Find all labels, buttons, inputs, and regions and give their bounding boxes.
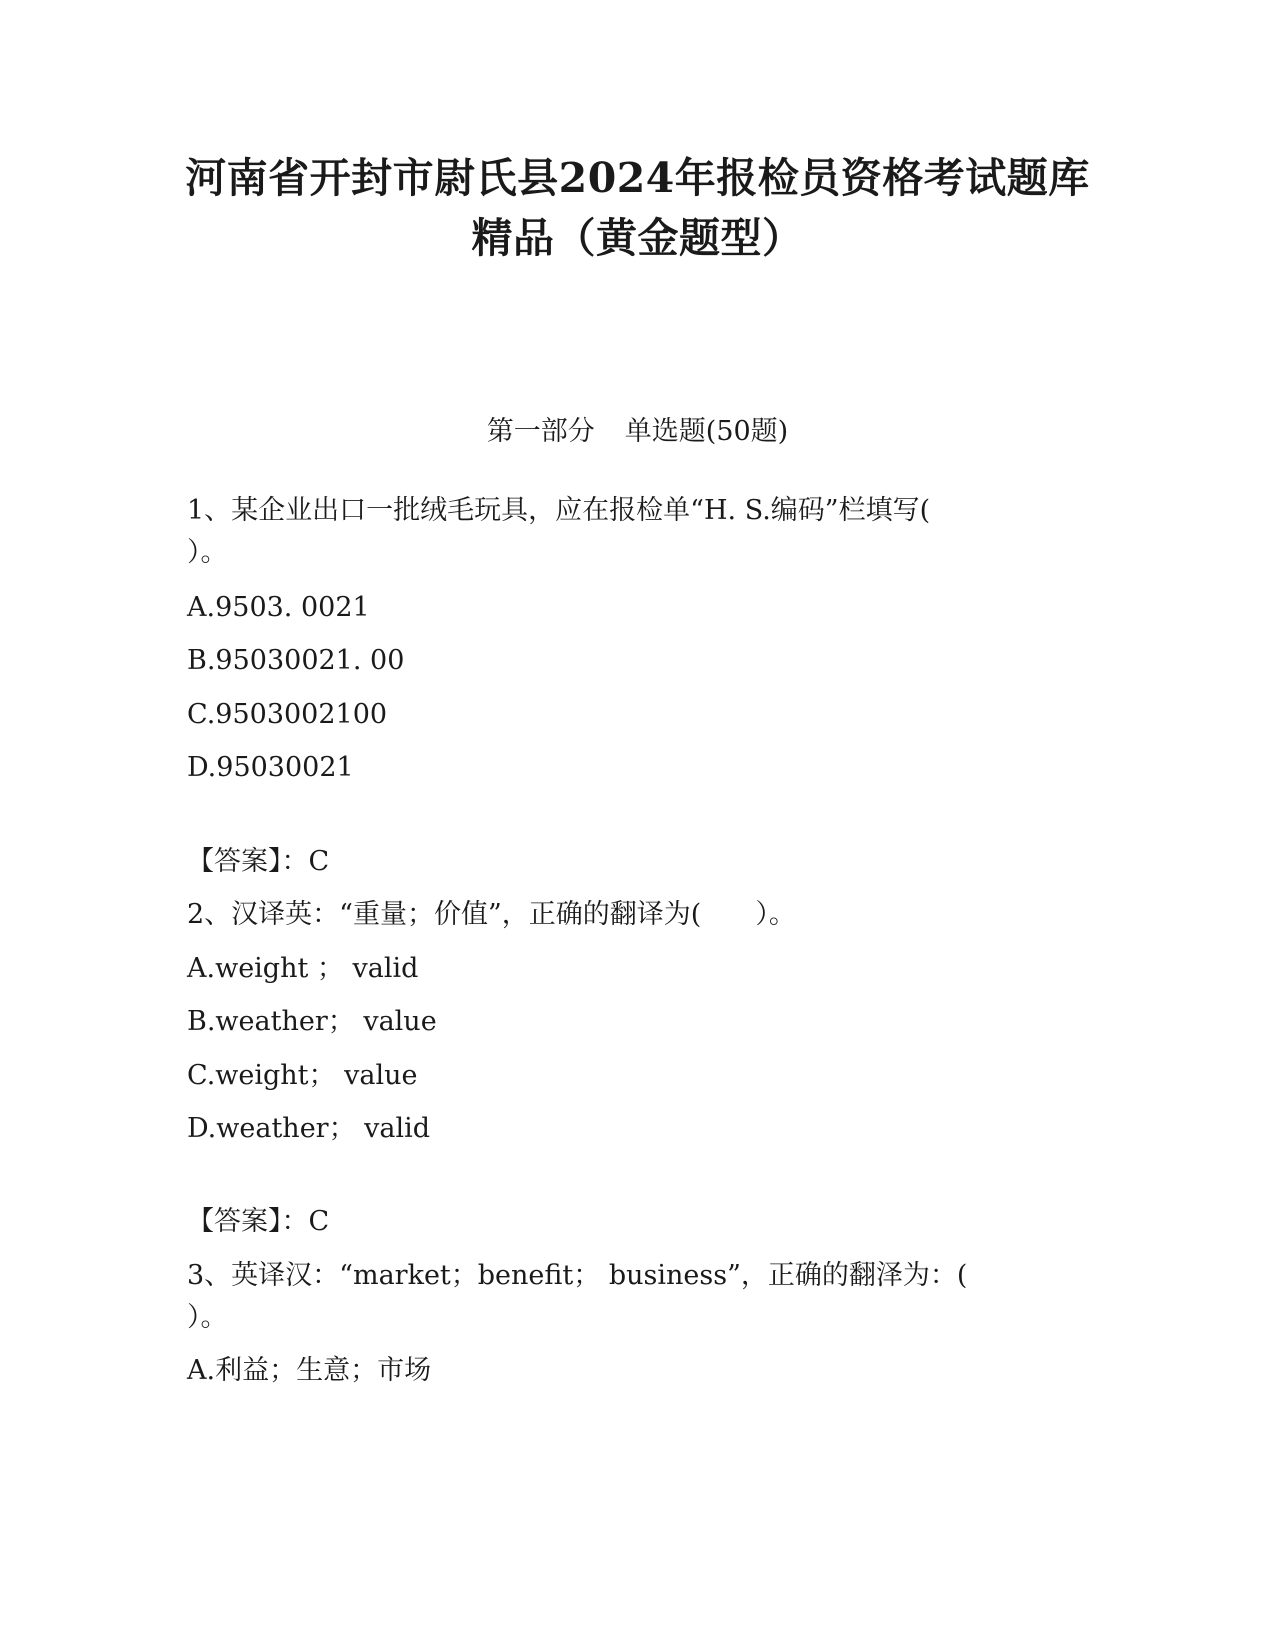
question-3-stem-line-2: ）。: [187, 1302, 228, 1333]
document-title-line-2: 精品（黄金题型）: [471, 214, 804, 262]
question-1-option-c: C.9503002100: [187, 699, 388, 730]
answer-value: C: [308, 846, 330, 877]
answer-label: 【答案】：: [187, 846, 309, 877]
document-title-line-1: 河南省开封市尉氏县2024年报检员资格考试题库: [185, 154, 1090, 202]
section-part: 第一部分: [486, 416, 595, 447]
question-1-option-a: A.9503. 0021: [187, 592, 370, 623]
question-1-stem-line-1: 1、某企业出口一批绒毛玩具，应在报检单“H. S.编码”栏填写(: [187, 495, 931, 526]
question-2-answer: [187, 1204, 329, 1240]
question-1-option-b: B.95030021. 00: [187, 645, 405, 676]
question-2-option-a: A.weight ； valid: [187, 953, 419, 984]
question-1-stem-line-2: ）。: [187, 537, 228, 568]
answer-value: C: [308, 1206, 330, 1237]
question-2-option-b: B.weather； value: [187, 1006, 437, 1037]
question-1-answer: [187, 844, 329, 880]
question-2-option-d: D.weather； valid: [187, 1113, 431, 1144]
question-3-option-a: A.利益；生意；市场: [187, 1355, 432, 1386]
question-2-stem-line-1: 2、汉译英：“重量；价值”，正确的翻译为( ）。: [187, 899, 796, 930]
question-2-option-c: C.weight； value: [187, 1060, 418, 1091]
question-3-stem-line-1: 3、英译汉：“market；benefit； business”，正确的翻泽为：(: [187, 1260, 968, 1291]
section-name: 单选题(50题): [624, 416, 789, 447]
section-heading: [0, 414, 1275, 450]
question-1-option-d: D.95030021: [187, 752, 354, 783]
answer-label: 【答案】：: [187, 1206, 309, 1237]
